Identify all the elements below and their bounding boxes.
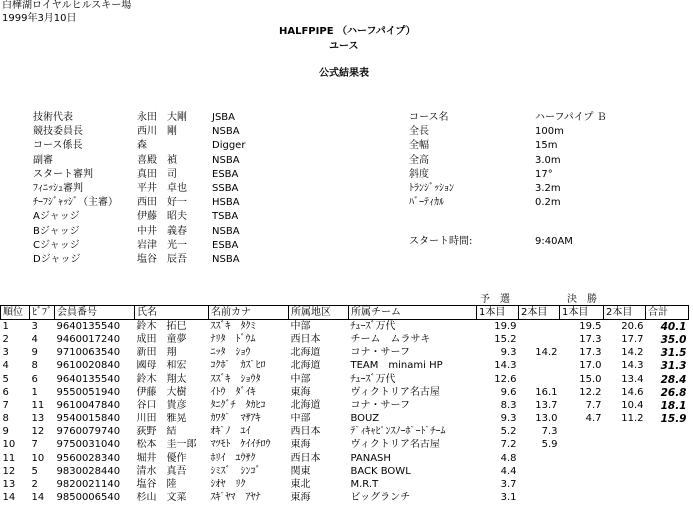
official-name: 永田 大剛 bbox=[137, 112, 187, 123]
official-name: 西川 剛 bbox=[137, 126, 177, 138]
column-header-total: 合計 bbox=[646, 306, 689, 320]
cell-team: BOUZ bbox=[350, 413, 380, 425]
table-row bbox=[1, 347, 689, 360]
cell-team: チーム ムラサキ bbox=[350, 333, 431, 345]
cell-member-no: 9830028440 bbox=[56, 465, 121, 477]
official-org: Digger bbox=[212, 140, 246, 152]
cell-total: 26.8 bbox=[660, 386, 687, 399]
column-header-name: 氏名 bbox=[135, 306, 209, 320]
cell-rank: 14 bbox=[2, 492, 16, 504]
table-row bbox=[1, 426, 689, 439]
cell-member-no: 9850006540 bbox=[56, 492, 121, 504]
official-role: 副審 bbox=[33, 154, 53, 166]
cell-rank: 13 bbox=[2, 479, 16, 491]
cell-team: ビッグランチ bbox=[350, 492, 411, 504]
cell-qual-run2 bbox=[519, 320, 560, 334]
official-name: 真田 司 bbox=[137, 168, 177, 180]
cell-final-run2: 10.4 bbox=[621, 399, 644, 411]
cell-qual-run1: 3.7 bbox=[500, 479, 517, 491]
official-role: 競技委員長 bbox=[33, 126, 83, 138]
cell-final-run1: 17.3 bbox=[579, 347, 602, 359]
cell-final-run1 bbox=[560, 439, 604, 452]
cell-qual-run2: 16.1 bbox=[535, 386, 558, 398]
cell-name-kana: ﾏﾂﾓﾄ ｹｲｲﾁﾛｳ bbox=[210, 439, 271, 451]
cell-name: 清水 真吾 bbox=[136, 465, 187, 477]
cell-final-run2 bbox=[604, 452, 646, 465]
cell-qual-run2 bbox=[519, 492, 560, 505]
cell-region: 北海道 bbox=[290, 347, 321, 359]
official-role: ﾁｰﾌｼﾞｬｯｼﾞ（主審） bbox=[33, 197, 118, 209]
event-category: ユース bbox=[329, 41, 359, 52]
column-header-region: 所属地区 bbox=[289, 306, 349, 320]
qualifying-group-label: 予 選 bbox=[480, 294, 510, 305]
cell-name-kana: ｲﾄｳ ﾀﾞｲｷ bbox=[210, 386, 256, 398]
cell-member-no: 9760079740 bbox=[56, 426, 121, 438]
table-row bbox=[1, 333, 689, 346]
cell-team: BACK BOWL bbox=[350, 465, 411, 477]
cell-name-kana: ｽｽﾞｷ ﾀｸﾐ bbox=[210, 320, 256, 332]
cell-team: ヴィクトリア名古屋 bbox=[350, 386, 440, 398]
cell-region: 東北 bbox=[290, 479, 311, 491]
cell-name-kana: ｼｵﾔ ﾘｸ bbox=[210, 479, 246, 491]
cell-qual-run1: 4.4 bbox=[500, 465, 517, 477]
cell-qual-run2: 7.3 bbox=[541, 426, 558, 438]
official-role: Dジャッジ bbox=[33, 254, 81, 265]
cell-final-run1: 12.2 bbox=[579, 386, 602, 398]
cell-region: 西日本 bbox=[290, 426, 321, 438]
cell-final-run1 bbox=[560, 452, 604, 465]
cell-qual-run2 bbox=[519, 333, 560, 346]
cell-rank: 9 bbox=[2, 426, 9, 438]
column-header-bib: ﾋﾞﾌﾞ bbox=[30, 306, 55, 320]
cell-name: 松本 圭一郎 bbox=[136, 439, 197, 451]
official-org: ESBA bbox=[212, 239, 239, 251]
official-org: SSBA bbox=[212, 183, 239, 194]
cell-total: 18.1 bbox=[660, 399, 687, 412]
cell-name: 鈴木 翔太 bbox=[136, 373, 187, 385]
course-label: ﾄﾗﾝｼﾞｯｼｮﾝ bbox=[409, 183, 454, 194]
cell-member-no: 9640135540 bbox=[56, 373, 121, 385]
cell-name: 堀井 優作 bbox=[136, 452, 187, 464]
cell-team: ﾁｭｰｽﾞ万代 bbox=[350, 320, 396, 332]
cell-total bbox=[646, 426, 689, 439]
cell-rank: 6 bbox=[2, 386, 9, 398]
course-label: 斜度 bbox=[409, 168, 429, 180]
cell-team: コナ・サーフ bbox=[350, 399, 410, 411]
event-date: 1999年3月10日 bbox=[2, 13, 77, 24]
cell-final-run1: 17.0 bbox=[579, 360, 602, 372]
cell-final-run2: 14.3 bbox=[621, 360, 644, 372]
official-org: HSBA bbox=[212, 197, 240, 209]
cell-final-run2 bbox=[604, 492, 646, 505]
cell-qual-run1: 9.3 bbox=[500, 347, 517, 359]
official-org: TSBA bbox=[212, 211, 239, 223]
cell-final-run2 bbox=[604, 426, 646, 439]
cell-region: 西日本 bbox=[290, 452, 321, 464]
cell-team: ﾁｭｰｽﾞ万代 bbox=[350, 373, 396, 385]
cell-bib: 8 bbox=[31, 360, 38, 372]
cell-region: 西日本 bbox=[290, 333, 321, 345]
cell-qual-run1: 4.8 bbox=[500, 452, 517, 464]
official-name: 塩谷 辰吾 bbox=[137, 254, 187, 265]
cell-bib: 5 bbox=[31, 465, 38, 477]
cell-total bbox=[646, 452, 689, 465]
cell-name-kana: ｽｷﾞﾔﾏ ｱﾔﾅ bbox=[210, 492, 261, 504]
cell-bib: 1 bbox=[31, 386, 38, 398]
cell-qual-run2 bbox=[519, 478, 560, 491]
cell-region: 東海 bbox=[290, 492, 311, 504]
cell-name: 荻野 結 bbox=[136, 426, 177, 438]
cell-bib: 4 bbox=[31, 333, 38, 345]
cell-final-run2 bbox=[604, 439, 646, 452]
cell-name-kana: ｶﾜﾀﾞ ﾏｻｱｷ bbox=[210, 413, 261, 425]
cell-rank: 4 bbox=[2, 360, 9, 372]
cell-final-run1 bbox=[560, 426, 604, 439]
cell-qual-run2: 13.0 bbox=[535, 413, 558, 425]
cell-team: ﾃﾞｨｷｬﾋﾟﾝｽﾉｰﾎﾞｰﾄﾞﾁｰﾑ bbox=[350, 426, 446, 438]
table-row bbox=[1, 320, 689, 334]
official-name: 伊藤 昭夫 bbox=[137, 211, 187, 223]
cell-qual-run1: 9.3 bbox=[500, 413, 517, 425]
column-header-final-run1: 1本目 bbox=[560, 306, 604, 320]
final-group-label: 決 勝 bbox=[567, 294, 597, 305]
cell-rank: 7 bbox=[2, 399, 9, 411]
cell-bib: 9 bbox=[31, 347, 38, 359]
cell-qual-run1: 3.1 bbox=[500, 492, 517, 504]
cell-member-no: 9750031040 bbox=[56, 439, 121, 451]
official-org: NSBA bbox=[212, 126, 240, 138]
cell-final-run1: 7.7 bbox=[585, 399, 602, 411]
cell-qual-run2: 14.2 bbox=[535, 347, 558, 359]
column-header-qual-run2: 2本目 bbox=[519, 306, 560, 320]
table-row bbox=[1, 373, 689, 386]
cell-name-kana: ｺｸﾎﾞ ｶｽﾞﾋﾛ bbox=[210, 360, 266, 372]
cell-bib: 12 bbox=[31, 426, 45, 438]
cell-final-run2 bbox=[604, 478, 646, 491]
official-name: 岩津 光一 bbox=[137, 239, 187, 251]
cell-name: 新田 翔 bbox=[136, 347, 177, 359]
cell-qual-run2: 5.9 bbox=[541, 439, 558, 451]
cell-name: 谷口 貴彦 bbox=[136, 399, 187, 411]
cell-bib: 3 bbox=[31, 320, 38, 332]
course-label: 全幅 bbox=[409, 140, 429, 152]
cell-qual-run2: 13.7 bbox=[535, 399, 558, 411]
cell-team: PANASH bbox=[350, 452, 391, 464]
course-label: 全長 bbox=[409, 126, 429, 138]
course-value: 100m bbox=[535, 126, 564, 138]
cell-total: 15.9 bbox=[660, 413, 687, 426]
column-header-final-run2: 2本目 bbox=[604, 306, 646, 320]
cell-qual-run1: 5.2 bbox=[500, 426, 517, 438]
cell-bib: 6 bbox=[31, 373, 38, 385]
cell-qual-run2 bbox=[519, 373, 560, 386]
cell-final-run2 bbox=[604, 465, 646, 478]
cell-member-no: 9710063540 bbox=[56, 347, 121, 359]
cell-final-run1 bbox=[560, 478, 604, 491]
cell-rank: 2 bbox=[2, 333, 9, 345]
start-time-value: 9:40AM bbox=[535, 236, 573, 247]
table-row bbox=[1, 413, 689, 426]
official-role: スタート審判 bbox=[33, 168, 93, 180]
cell-total: 31.5 bbox=[660, 347, 687, 360]
cell-name-kana: ﾆｯﾀ ｼｮｳ bbox=[210, 347, 251, 359]
column-header-qual-run1: 1本目 bbox=[477, 306, 519, 320]
cell-region: 東海 bbox=[290, 439, 311, 451]
cell-member-no: 9540015840 bbox=[56, 413, 121, 425]
results-table bbox=[0, 305, 689, 505]
cell-rank: 10 bbox=[2, 439, 16, 451]
cell-bib: 7 bbox=[31, 439, 38, 451]
cell-name-kana: ｵｷﾞﾉ ﾕｲ bbox=[210, 426, 251, 438]
event-title: HALFPIPE （ハーフパイプ） bbox=[279, 26, 416, 37]
course-value: 3.0m bbox=[535, 154, 561, 166]
cell-final-run2: 17.7 bbox=[621, 333, 644, 345]
cell-region: 中部 bbox=[290, 413, 311, 425]
official-role: Aジャッジ bbox=[33, 211, 80, 223]
cell-final-run1: 4.7 bbox=[585, 413, 602, 425]
cell-name: 塩谷 陸 bbox=[136, 479, 177, 491]
cell-qual-run2 bbox=[519, 465, 560, 478]
cell-team: コナ・サーフ bbox=[350, 347, 410, 359]
cell-name-kana: ｽｽﾞｷ ｼｮｳﾀ bbox=[210, 373, 261, 385]
cell-final-run1: 15.0 bbox=[579, 373, 602, 385]
cell-qual-run1: 9.6 bbox=[500, 386, 517, 398]
table-row bbox=[1, 386, 689, 399]
cell-bib: 10 bbox=[31, 452, 45, 464]
table-row bbox=[1, 465, 689, 478]
official-name: 喜殿 禎 bbox=[137, 154, 177, 166]
cell-bib: 2 bbox=[31, 479, 38, 491]
official-org: NSBA bbox=[212, 254, 240, 265]
cell-name-kana: ｼﾐｽﾞ ｼﾝｺﾞ bbox=[210, 465, 261, 477]
official-name: 西田 好一 bbox=[137, 197, 187, 209]
cell-final-run2: 14.6 bbox=[621, 386, 644, 398]
cell-member-no: 9560028340 bbox=[56, 452, 121, 464]
cell-total: 35.0 bbox=[660, 333, 687, 346]
cell-region: 北海道 bbox=[290, 399, 321, 411]
venue-name: 白樺湖ロイヤルヒルスキー場 bbox=[2, 0, 132, 11]
cell-final-run1: 19.5 bbox=[579, 320, 602, 332]
cell-name: 川田 雅晃 bbox=[136, 413, 187, 425]
official-name: 平井 卓也 bbox=[137, 183, 187, 194]
cell-member-no: 9610047840 bbox=[56, 399, 121, 411]
cell-name-kana: ﾅﾘﾀ ﾄﾞｳﾑ bbox=[210, 333, 256, 345]
cell-rank: 1 bbox=[2, 320, 9, 332]
cell-final-run2: 13.4 bbox=[621, 373, 644, 385]
official-org: JSBA bbox=[212, 112, 235, 123]
cell-member-no: 9550051940 bbox=[56, 386, 121, 398]
official-org: ESBA bbox=[212, 168, 239, 180]
cell-total: 40.1 bbox=[660, 320, 687, 333]
cell-region: 中部 bbox=[290, 373, 311, 385]
cell-final-run2: 11.2 bbox=[621, 413, 644, 425]
official-role: Bジャッジ bbox=[33, 225, 80, 237]
table-row bbox=[1, 452, 689, 465]
start-time-label: スタート時間: bbox=[409, 236, 473, 247]
cell-total bbox=[646, 492, 689, 505]
cell-name: 成田 童夢 bbox=[136, 333, 187, 345]
cell-total bbox=[646, 439, 689, 452]
cell-qual-run1: 14.3 bbox=[494, 360, 517, 372]
cell-qual-run1: 8.3 bbox=[500, 399, 517, 411]
cell-name: 國母 和宏 bbox=[136, 360, 187, 372]
cell-bib: 13 bbox=[31, 413, 45, 425]
course-value: 15m bbox=[535, 140, 558, 152]
cell-rank: 12 bbox=[2, 465, 16, 477]
column-header-member-no: 会員番号 bbox=[55, 306, 135, 320]
document-type: 公式結果表 bbox=[319, 68, 369, 79]
official-name: 森 bbox=[137, 140, 147, 152]
cell-total: 31.3 bbox=[660, 360, 687, 373]
cell-final-run2: 14.2 bbox=[621, 347, 644, 359]
cell-bib: 14 bbox=[31, 492, 45, 504]
cell-qual-run1: 15.2 bbox=[494, 333, 517, 345]
official-org: NSBA bbox=[212, 225, 240, 237]
cell-rank: 5 bbox=[2, 373, 9, 385]
cell-final-run1 bbox=[560, 492, 604, 505]
cell-region: 東海 bbox=[290, 386, 311, 398]
official-role: コース係長 bbox=[33, 140, 83, 152]
cell-total: 28.4 bbox=[660, 373, 687, 386]
cell-qual-run1: 19.9 bbox=[494, 320, 517, 332]
table-header-row bbox=[1, 306, 689, 320]
table-row bbox=[1, 492, 689, 505]
cell-member-no: 9460017240 bbox=[56, 333, 121, 345]
cell-qual-run2 bbox=[519, 452, 560, 465]
cell-team: M.R.T bbox=[350, 479, 379, 491]
table-row bbox=[1, 478, 689, 491]
cell-region: 関東 bbox=[290, 465, 311, 477]
cell-member-no: 9820021140 bbox=[56, 479, 121, 491]
table-row bbox=[1, 360, 689, 373]
official-name: 中井 義春 bbox=[137, 225, 187, 237]
cell-team: ヴィクトリア名古屋 bbox=[350, 439, 440, 451]
column-header-name-kana: 名前カナ bbox=[209, 306, 289, 320]
course-value: 0.2m bbox=[535, 197, 561, 209]
cell-region: 中部 bbox=[290, 320, 311, 332]
cell-name: 杉山 文菜 bbox=[136, 492, 187, 504]
course-value: 17° bbox=[535, 168, 553, 180]
cell-team: TEAM minami HP bbox=[350, 360, 443, 372]
course-value: ハーフパイプ Ｂ bbox=[535, 112, 607, 123]
cell-rank: 8 bbox=[2, 413, 9, 425]
official-role: Cジャッジ bbox=[33, 239, 80, 251]
cell-region: 北海道 bbox=[290, 360, 321, 372]
cell-bib: 11 bbox=[31, 399, 45, 411]
cell-total bbox=[646, 478, 689, 491]
table-row bbox=[1, 439, 689, 452]
cell-name: 伊藤 大樹 bbox=[136, 386, 187, 398]
cell-qual-run2 bbox=[519, 360, 560, 373]
table-row bbox=[1, 399, 689, 412]
column-header-team: 所属チーム bbox=[349, 306, 477, 320]
cell-final-run1 bbox=[560, 465, 604, 478]
cell-member-no: 9610020840 bbox=[56, 360, 121, 372]
column-header-rank: 順位 bbox=[1, 306, 30, 320]
official-org: NSBA bbox=[212, 154, 240, 166]
cell-final-run1: 17.3 bbox=[579, 333, 602, 345]
cell-qual-run1: 7.2 bbox=[500, 439, 517, 451]
cell-name-kana: ﾀﾆｸﾞﾁ ﾀｶﾋｺ bbox=[210, 399, 266, 411]
cell-qual-run1: 12.6 bbox=[494, 373, 517, 385]
cell-rank: 3 bbox=[2, 347, 9, 359]
cell-total bbox=[646, 465, 689, 478]
cell-name-kana: ﾎﾘｲ ﾕｳｻｸ bbox=[210, 452, 256, 464]
official-role: 技術代表 bbox=[33, 112, 73, 123]
cell-name: 鈴木 拓巳 bbox=[136, 320, 187, 332]
course-label: 全高 bbox=[409, 154, 429, 166]
cell-rank: 11 bbox=[2, 452, 16, 464]
official-role: ﾌｨﾆｯｼｭ審判 bbox=[33, 183, 83, 194]
course-value: 3.2m bbox=[535, 183, 561, 194]
course-label: コース名 bbox=[409, 112, 449, 123]
cell-member-no: 9640135540 bbox=[56, 320, 121, 332]
course-label: ﾊﾞｰﾃｨｶﾙ bbox=[409, 197, 444, 209]
cell-final-run2: 20.6 bbox=[621, 320, 644, 332]
